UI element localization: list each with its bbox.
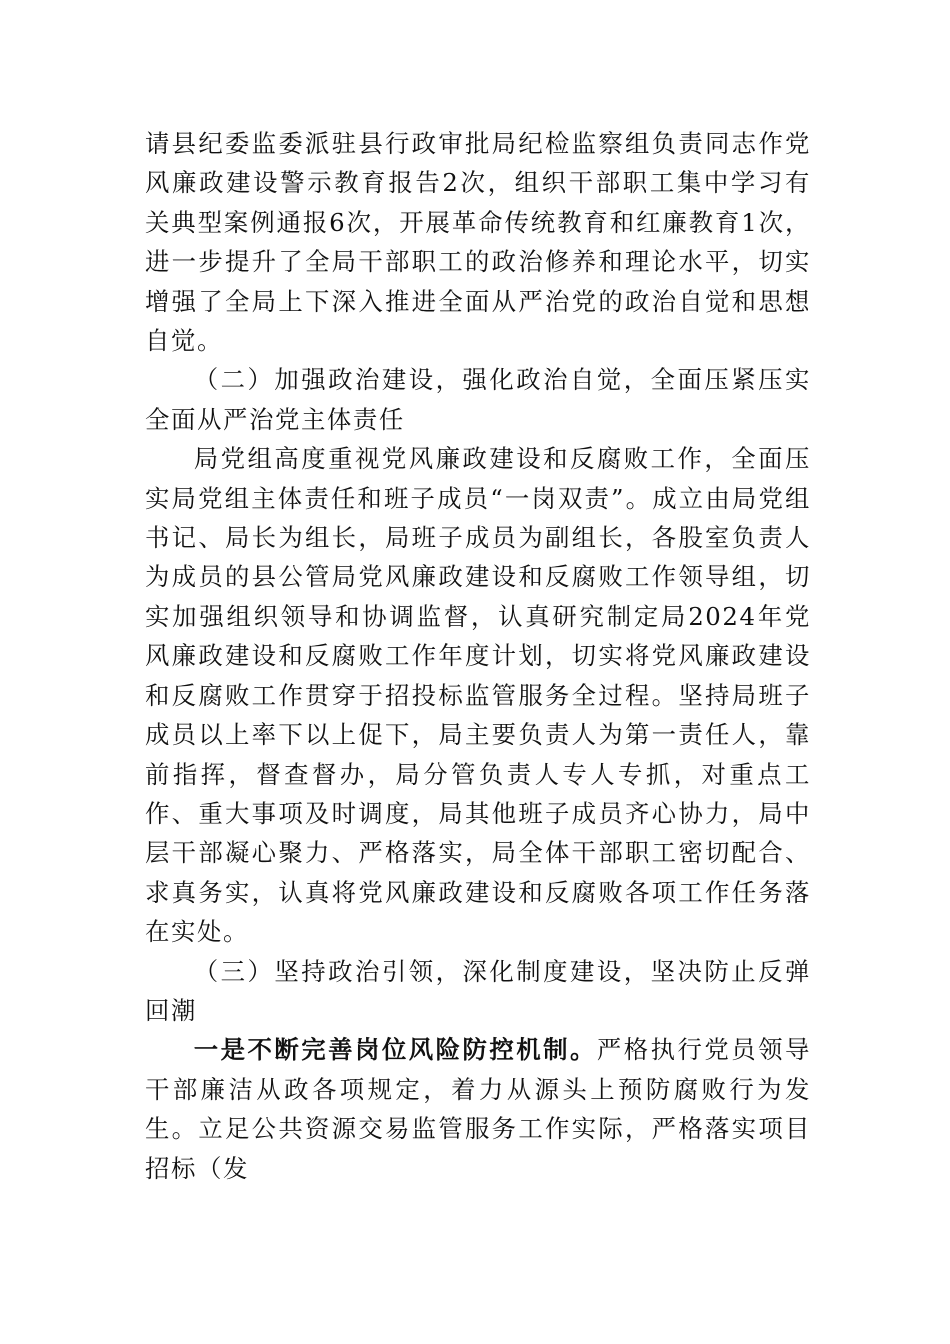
section-heading-3: （三）坚持政治引领，深化制度建设，坚决防止反弹回潮 bbox=[145, 956, 811, 1025]
paragraph-continued: 请县纪委监委派驻县行政审批局纪检监察组负责同志作党风廉政建设警示教育报告2次，组织干部职工集中学习有关典型案例通报6次，开展革命传统教育和红廉教育1次，进一步提升了全局干部职工的政治修养和理论水平，切实增强了全局上下深入推进全面从严治党的政治自觉和思想自觉。 bbox=[145, 129, 811, 356]
paragraph-risk-control bbox=[145, 1030, 811, 1188]
paragraph-lead-phrase: 一是不断完善岗位风险防控机制。 bbox=[193, 1035, 597, 1065]
section-heading-2: （二）加强政治建设，强化政治自觉，全面压紧压实全面从严治党主体责任 bbox=[145, 365, 811, 434]
paragraph-party-responsibility: 局党组高度重视党风廉政建设和反腐败工作，全面压实局党组主体责任和班子成员“一岗双责”。成立由局党组书记、局长为组长，局班子成员为副组长，各股室负责人为成员的县公管局党风廉政建设和反腐败工作领导组，切实加强组织领导和协调监督，认真研究制定局2024年党风廉政建设和反腐败工作年度计划，切实将党风廉政建设和反腐败工作贯穿于招投标监管服务全过程。坚持局班子成员以上率下以上促下，局主要负责人为第一责任人，靠前指挥，督查督办，局分管负责人专人专抓，对重点工作、重大事项及时调度，局其他班子成员齐心协力，局中层干部凝心聚力、严格落实，局全体干部职工密切配合、求真务实，认真将党风廉政建设和反腐败各项工作任务落在实处。 bbox=[145, 444, 811, 947]
paragraph-risk-control-text: 严格执行党员领导干部廉洁从政各项规定，着力从源头上预防腐败行为发生。立足公共资源交易监管服务工作实际，严格落实项目招标（发 bbox=[145, 1035, 811, 1183]
document-body bbox=[145, 124, 811, 1188]
